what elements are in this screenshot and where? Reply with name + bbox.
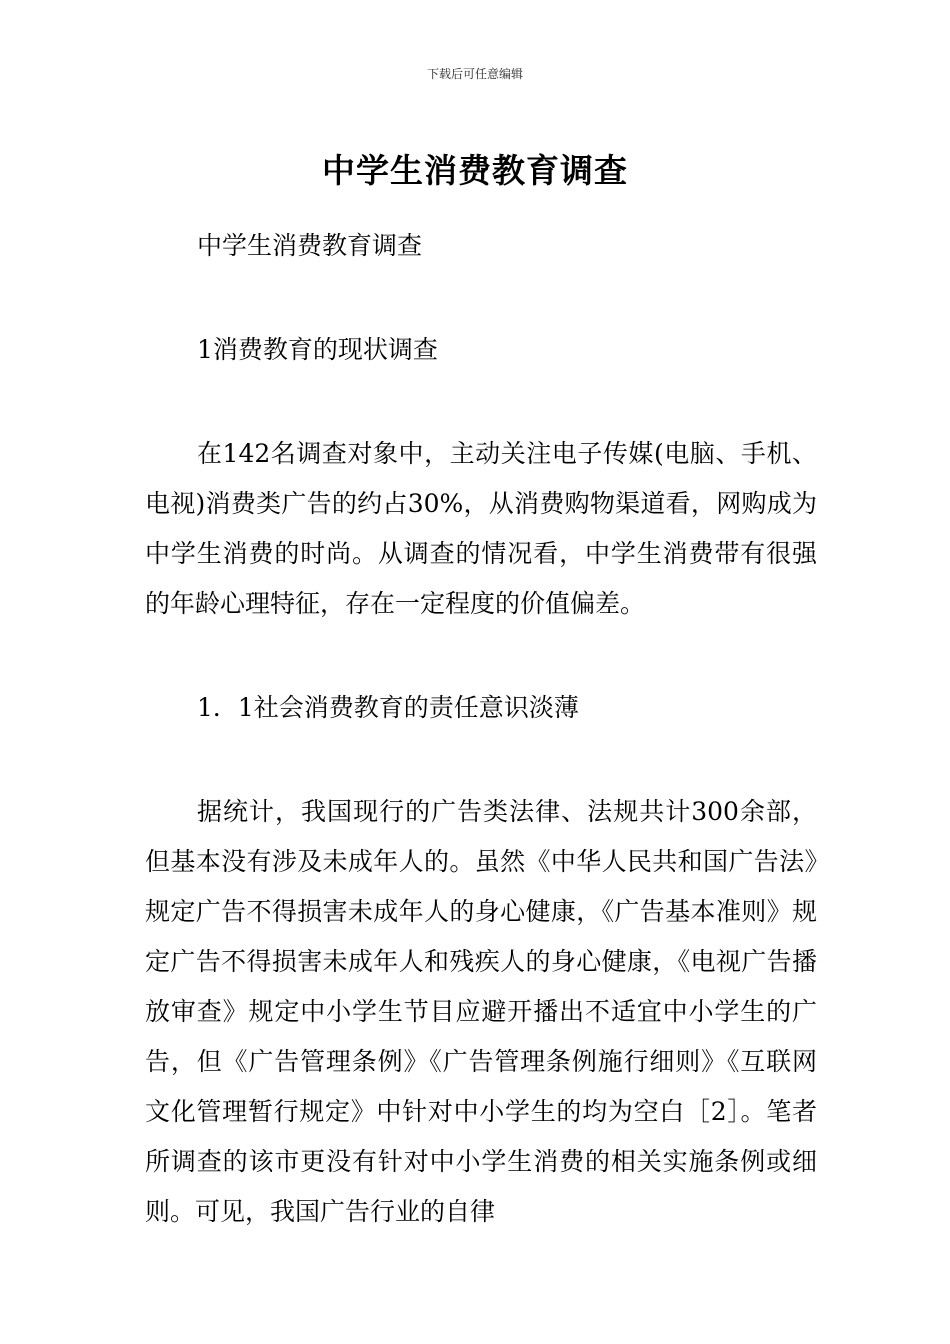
document-title: 中学生消费教育调查 — [322, 151, 628, 191]
body-paragraph-1: 在142名调查对象中，主动关注电子传媒(电脑、手机、电视)消费类广告的约占30%，从消费购物渠道看，网购成为中学生消费的时尚。从调查的情况看，中学生消费带有很强的年龄心理特征，存在一定程度的价值偏差。 — [145, 439, 817, 618]
section-heading-1-1: 1．1社会消费教育的责任意识淡薄 — [197, 693, 579, 722]
subtitle-paragraph: 中学生消费教育调查 — [197, 231, 423, 260]
body-paragraph-2: 据统计，我国现行的广告类法律、法规共计300余部，但基本没有涉及未成年人的。虽然《中华人民共和国广告法》规定广告不得损害未成年人的身心健康，《广告基本准则》规定广告不得损害未成年人和残疾人的身心健康，《电视广告播放审查》规定中小学生节目应避开播出不适宜中小学生的广告，但《广告管理条例》《广告管理条例施行细则》《互联网文化管理暂行规定》中针对中小学生的均为空白［2］。笔者所调查的该市更没有针对中小学生消费的相关实施条例或细则。可见，我国广告行业的自律 — [145, 797, 817, 1226]
section-heading-1: 1消费教育的现状调查 — [197, 335, 438, 364]
header-note: 下载后可任意编辑 — [426, 67, 523, 81]
document-body — [145, 221, 817, 1291]
